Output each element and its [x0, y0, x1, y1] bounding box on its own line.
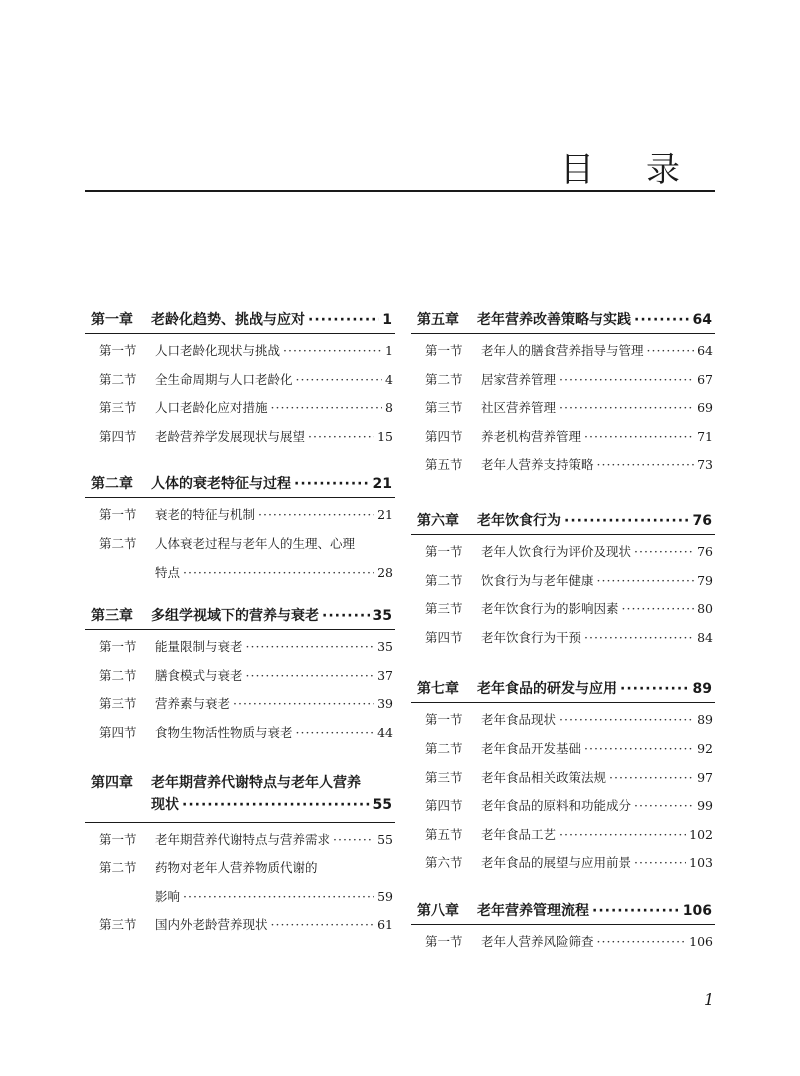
section-page: 92 — [697, 740, 713, 756]
chapter-heading[interactable] — [85, 473, 395, 495]
section-leader-dots — [308, 423, 374, 452]
section-title-continued: 特点 — [155, 564, 181, 580]
section-number: 第三节 — [425, 601, 463, 617]
toc-chapter — [85, 605, 395, 747]
toc-left-column — [85, 309, 395, 940]
chapter-leader-dots — [592, 903, 680, 919]
chapter-number: 第六章 — [417, 512, 459, 529]
section-title: 社区营养管理 — [481, 400, 557, 416]
chapter-title: 老年营养改善策略与实践 — [477, 312, 631, 328]
toc-section[interactable] — [85, 854, 395, 883]
toc-section[interactable] — [85, 690, 395, 719]
section-number: 第四节 — [99, 724, 137, 740]
chapter-leader-dots — [182, 797, 370, 813]
section-number: 第一节 — [425, 933, 463, 949]
chapter-title: 人体的衰老特征与过程 — [151, 476, 291, 493]
section-leader-dots — [634, 849, 686, 878]
section-title: 老年食品现状 — [481, 712, 557, 728]
section-page: 80 — [697, 601, 713, 617]
section-title: 养老机构营养管理 — [481, 428, 582, 444]
section-title: 老年人营养支持策略 — [481, 457, 594, 473]
section-leader-dots — [258, 501, 374, 530]
section-page: 15 — [377, 428, 393, 444]
chapter-heading[interactable] — [85, 309, 395, 331]
toc-section[interactable] — [411, 706, 715, 735]
section-leader-dots — [647, 337, 695, 366]
section-page: 67 — [697, 371, 713, 387]
section-leader-dots — [559, 394, 694, 423]
chapter-heading[interactable] — [85, 605, 395, 627]
section-leader-dots — [183, 883, 374, 912]
toc-section[interactable] — [85, 423, 395, 452]
toc-section[interactable] — [411, 337, 715, 366]
section-leader-dots — [333, 826, 374, 855]
chapter-page: 89 — [692, 681, 712, 698]
section-leader-dots — [246, 662, 375, 691]
chapter-heading[interactable] — [85, 772, 395, 794]
section-page: 8 — [385, 400, 393, 416]
chapter-heading[interactable] — [411, 678, 715, 700]
toc-chapter — [85, 473, 395, 587]
section-number: 第二节 — [99, 535, 137, 551]
chapter-heading[interactable] — [411, 510, 715, 532]
section-number: 第四节 — [99, 428, 137, 444]
toc-chapter — [85, 309, 395, 451]
section-leader-dots — [597, 928, 687, 957]
section-title: 人口老龄化现状与挑战 — [155, 343, 281, 358]
section-number: 第四节 — [425, 629, 463, 645]
section-number: 第三节 — [99, 400, 137, 416]
toc-chapter — [411, 678, 715, 878]
page-number: 1 — [704, 990, 715, 1009]
section-page: 39 — [377, 696, 393, 712]
page-title: 目录 — [560, 150, 732, 190]
section-leader-dots — [584, 624, 694, 653]
section-leader-dots — [584, 423, 694, 452]
section-leader-dots — [597, 567, 695, 596]
section-number: 第一节 — [99, 507, 137, 523]
section-page: 21 — [377, 507, 393, 523]
toc-chapter — [411, 900, 715, 957]
toc-section[interactable] — [411, 764, 715, 793]
section-leader-dots — [296, 719, 375, 748]
section-number: 第一节 — [425, 343, 463, 358]
section-number: 第二节 — [99, 371, 137, 387]
toc-section[interactable] — [85, 337, 395, 366]
section-number: 第三节 — [99, 917, 137, 933]
toc-section[interactable] — [85, 633, 395, 662]
section-number: 第五节 — [425, 457, 463, 473]
toc-section[interactable] — [85, 719, 395, 748]
section-number: 第一节 — [425, 712, 463, 728]
toc-section[interactable] — [411, 849, 715, 878]
toc-section[interactable] — [85, 394, 395, 423]
section-number: 第一节 — [425, 543, 463, 559]
section-leader-dots — [559, 366, 694, 395]
section-leader-dots — [597, 451, 695, 480]
toc-section[interactable] — [85, 911, 395, 940]
toc-section[interactable] — [85, 366, 395, 395]
toc-section[interactable] — [85, 530, 395, 559]
chapter-number: 第二章 — [91, 476, 133, 493]
section-page: 61 — [377, 917, 393, 933]
section-title-continued: 影响 — [155, 888, 181, 904]
chapter-leader-dots — [564, 513, 690, 529]
title-rule — [85, 190, 715, 192]
toc-section[interactable] — [411, 451, 715, 480]
toc-chapter — [411, 309, 715, 480]
section-page: 99 — [697, 798, 713, 814]
toc-section[interactable] — [411, 394, 715, 423]
section-page: 89 — [697, 712, 713, 728]
section-page: 59 — [377, 888, 393, 904]
chapter-heading[interactable] — [411, 309, 715, 331]
section-title: 老年食品的展望与应用前景 — [481, 855, 632, 871]
section-number: 第一节 — [99, 639, 137, 655]
toc-section[interactable] — [411, 624, 715, 653]
section-title: 人体衰老过程与老年人的生理、心理 — [155, 535, 356, 551]
section-leader-dots — [634, 792, 694, 821]
section-number: 第四节 — [425, 428, 463, 444]
section-leader-dots — [271, 394, 383, 423]
chapter-number: 第五章 — [417, 312, 459, 328]
section-page: 69 — [697, 400, 713, 416]
section-title: 老年人饮食行为评价及现状 — [481, 543, 632, 559]
chapter-number: 第三章 — [91, 608, 133, 625]
chapter-rule — [411, 924, 715, 925]
toc-section[interactable] — [411, 735, 715, 764]
section-number: 第三节 — [99, 696, 137, 712]
section-number: 第二节 — [425, 740, 463, 756]
section-page: 76 — [697, 543, 713, 559]
section-leader-dots — [609, 764, 694, 793]
toc-chapter — [411, 510, 715, 652]
toc-section-continued[interactable] — [85, 559, 395, 588]
chapter-title-continued: 现状 — [151, 796, 179, 813]
section-page: 4 — [385, 371, 393, 387]
section-title: 国内外老龄营养现状 — [155, 917, 268, 933]
section-title: 药物对老年人营养物质代谢的 — [155, 860, 318, 876]
toc-section[interactable] — [411, 366, 715, 395]
section-page: 64 — [697, 343, 713, 358]
chapter-title: 老年饮食行为 — [477, 512, 561, 529]
section-page: 44 — [377, 724, 393, 740]
section-number: 第二节 — [425, 572, 463, 588]
section-page: 35 — [377, 639, 393, 655]
section-number: 第四节 — [425, 798, 463, 814]
section-title: 衰老的特征与机制 — [155, 507, 256, 523]
section-number: 第三节 — [425, 769, 463, 785]
section-number: 第一节 — [99, 343, 137, 358]
chapter-page: 1 — [382, 312, 392, 328]
section-number: 第六节 — [425, 855, 463, 871]
chapter-rule — [85, 822, 395, 823]
section-title: 老年饮食行为干预 — [481, 629, 582, 645]
section-number: 第二节 — [425, 371, 463, 387]
section-title: 老年食品的原料和功能成分 — [481, 798, 632, 814]
chapter-page: 76 — [692, 512, 712, 529]
section-number: 第三节 — [425, 400, 463, 416]
chapter-title: 老年期营养代谢特点与老年人营养 — [151, 774, 361, 791]
section-title: 老年人的膳食营养指导与管理 — [481, 343, 644, 358]
toc-section[interactable] — [411, 595, 715, 624]
section-title: 老年期营养代谢特点与营养需求 — [155, 831, 331, 847]
chapter-leader-dots — [620, 681, 690, 697]
chapter-rule — [85, 333, 395, 334]
section-leader-dots — [559, 706, 694, 735]
chapter-title: 老年营养管理流程 — [477, 902, 589, 919]
section-title: 老年食品相关政策法规 — [481, 769, 607, 785]
section-title: 能量限制与衰老 — [155, 639, 243, 655]
section-page: 55 — [377, 831, 393, 847]
section-title: 老年饮食行为的影响因素 — [481, 601, 619, 617]
section-page: 71 — [697, 428, 713, 444]
section-number: 第五节 — [425, 826, 463, 842]
section-page: 106 — [689, 933, 713, 949]
section-leader-dots — [584, 735, 694, 764]
chapter-page: 106 — [682, 902, 712, 919]
chapter-page: 21 — [372, 476, 392, 493]
chapter-leader-dots — [308, 312, 379, 328]
chapter-rule — [411, 702, 715, 703]
section-leader-dots — [559, 821, 686, 850]
section-page: 102 — [689, 826, 713, 842]
section-title: 人口老龄化应对措施 — [155, 400, 268, 416]
section-title: 全生命周期与人口老龄化 — [155, 371, 293, 387]
section-title: 老年食品工艺 — [481, 826, 557, 842]
section-leader-dots — [634, 538, 694, 567]
toc-section[interactable] — [411, 538, 715, 567]
section-leader-dots — [271, 911, 375, 940]
section-page: 37 — [377, 667, 393, 683]
section-number: 第二节 — [99, 860, 137, 876]
section-leader-dots — [183, 559, 374, 588]
chapter-title: 多组学视域下的营养与衰老 — [151, 608, 319, 625]
toc-section[interactable] — [85, 826, 395, 855]
chapter-number: 第八章 — [417, 902, 459, 919]
chapter-heading[interactable] — [411, 900, 715, 922]
section-title: 老年食品开发基础 — [481, 740, 582, 756]
section-title: 食物生物活性物质与衰老 — [155, 724, 293, 740]
chapter-rule — [411, 333, 715, 334]
section-page: 97 — [697, 769, 713, 785]
toc-section[interactable] — [85, 501, 395, 530]
chapter-rule — [411, 534, 715, 535]
toc-section[interactable] — [411, 423, 715, 452]
section-title: 居家营养管理 — [481, 371, 557, 387]
toc-section[interactable] — [411, 792, 715, 821]
chapter-number: 第一章 — [91, 312, 133, 328]
section-page: 103 — [689, 855, 713, 871]
section-title: 营养素与衰老 — [155, 696, 231, 712]
section-title: 老年人营养风险筛查 — [481, 933, 594, 949]
section-page: 73 — [697, 457, 713, 473]
toc-section[interactable] — [411, 821, 715, 850]
toc-section[interactable] — [85, 662, 395, 691]
toc-section[interactable] — [411, 928, 715, 957]
chapter-title: 老龄化趋势、挑战与应对 — [151, 312, 305, 328]
section-leader-dots — [283, 337, 382, 366]
section-page: 28 — [377, 564, 393, 580]
section-leader-dots — [233, 690, 374, 719]
toc-section-continued[interactable] — [85, 883, 395, 912]
section-title: 饮食行为与老年健康 — [481, 572, 594, 588]
section-number: 第一节 — [99, 831, 137, 847]
section-page: 84 — [697, 629, 713, 645]
toc-section[interactable] — [411, 567, 715, 596]
section-leader-dots — [622, 595, 695, 624]
section-title: 老龄营养学发展现状与展望 — [155, 428, 306, 444]
toc-chapter — [85, 772, 395, 940]
toc-right-column — [411, 309, 715, 957]
section-number: 第二节 — [99, 667, 137, 683]
chapter-leader-dots — [634, 312, 690, 328]
chapter-page: 55 — [372, 796, 392, 813]
section-title: 膳食模式与衰老 — [155, 667, 243, 683]
chapter-number: 第七章 — [417, 681, 459, 698]
chapter-title: 老年食品的研发与应用 — [477, 681, 617, 698]
chapter-page: 35 — [372, 608, 392, 625]
section-page: 79 — [697, 572, 713, 588]
chapter-leader-dots — [322, 608, 370, 624]
section-leader-dots — [296, 366, 383, 395]
section-page: 1 — [385, 343, 393, 358]
section-leader-dots — [246, 633, 375, 662]
chapter-leader-dots — [294, 476, 370, 492]
chapter-heading-continued[interactable] — [85, 794, 395, 820]
chapter-rule — [85, 497, 395, 498]
chapter-rule — [85, 629, 395, 630]
chapter-page: 64 — [692, 312, 712, 328]
chapter-number: 第四章 — [91, 774, 133, 791]
